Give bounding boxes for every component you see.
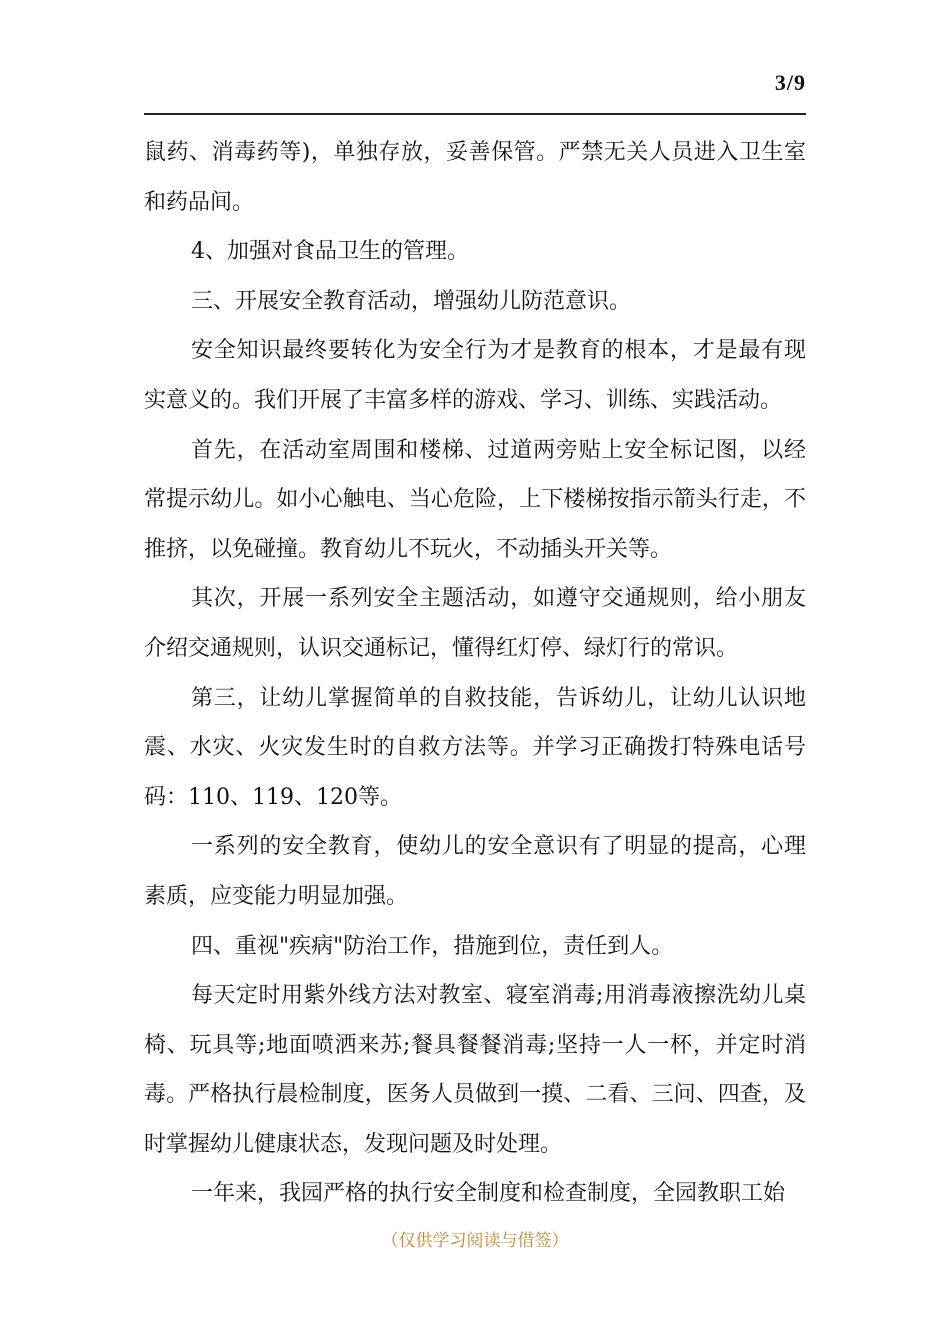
paragraph-5: 首先，在活动室周围和楼梯、过道两旁贴上安全标记图，以经常提示幼儿。如小心触电、当心危险，上下楼梯按指示箭头行走，不推挤，以免碰撞。教育幼儿不玩火，不动插头开关等。 [144,437,806,562]
paragraph-10: 每天定时用紫外线方法对教室、寝室消毒;用消毒液擦洗幼儿桌椅、玩具等;地面喷洒来苏;餐具餐餐消毒;坚持一人一杯，并定时消毒。严格执行晨检制度，医务人员做到一摸、二看、三问、四查，及时掌握幼儿健康状态，发现问题及时处理。 [144,983,806,1157]
paragraph-9: 四、重视"疾病"防治工作，措施到位，责任到人。 [191,933,674,959]
paragraph-7: 第三，让幼儿掌握简单的自救技能，告诉幼儿，让幼儿认识地震、水灾、火灾发生时的自救方法等。并学习正确拨打特殊电话号码：110、119、120等。 [144,685,806,810]
paragraph-1: 鼠药、消毒药等)，单独存放，妥善保管。严禁无关人员进入卫生室和药品间。 [144,140,806,215]
page-number: 3/9 [774,70,806,95]
paragraph-8: 一系列的安全教育，使幼儿的安全意识有了明显的提高，心理素质，应变能力明显加强。 [144,834,806,909]
footer-note: （仅供学习阅读与借签） [381,1231,569,1251]
paragraph-6: 其次，开展一系列安全主题活动，如遵守交通规则，给小朋友介绍交通规则，认识交通标记，懂得红灯停、绿灯行的常识。 [144,586,806,661]
header-divider [144,113,806,115]
paragraph-11: 一年来，我园严格的执行安全制度和检查制度，全园教职工始 [191,1181,786,1207]
document-body [144,128,806,1219]
paragraph-3: 三、开展安全教育活动，增强幼儿防范意识。 [191,288,632,314]
paragraph-4: 安全知识最终要转化为安全行为才是教育的根本，才是最有现实意义的。我们开展了丰富多样的游戏、学习、训练、实践活动。 [144,338,806,413]
paragraph-2: 4、加强对食品卫生的管理。 [191,239,469,265]
